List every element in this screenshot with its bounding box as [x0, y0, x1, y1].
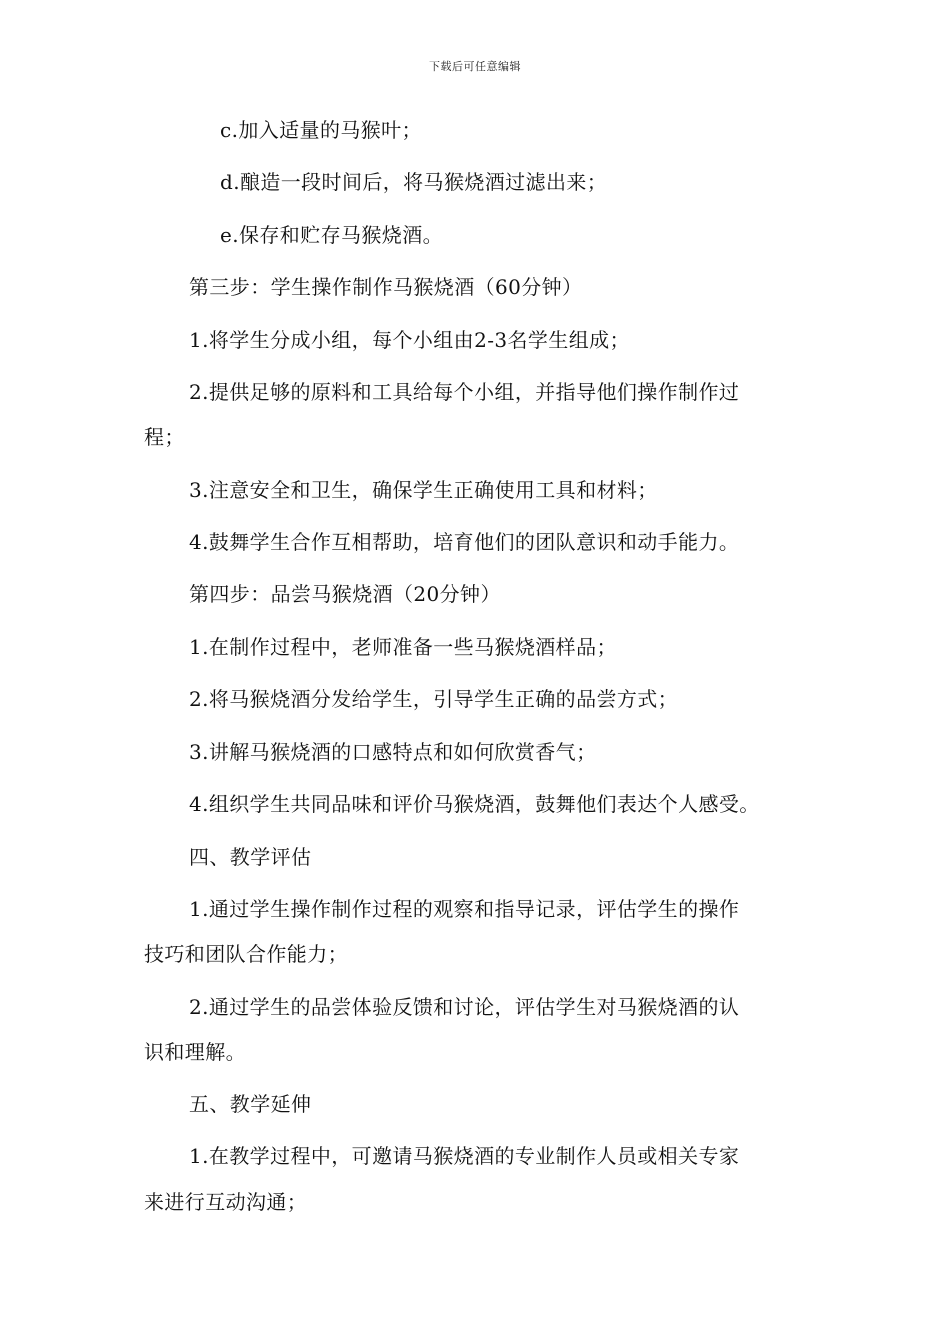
section-four-heading: 四、教学评估	[189, 845, 312, 869]
step-three-item-2-continued: 程；	[144, 425, 185, 449]
list-item-d: d.酿造一段时间后，将马猴烧酒过滤出来；	[220, 170, 608, 194]
section-five-heading: 五、教学延伸	[189, 1092, 312, 1116]
step-four-item-4: 4.组织学生共同品味和评价马猴烧酒，鼓舞他们表达个人感受。	[189, 792, 760, 816]
page-header: 下载后可任意编辑	[429, 60, 521, 73]
step-four-heading: 第四步：品尝马猴烧酒（20分钟）	[189, 582, 501, 606]
evaluation-item-2-continued: 识和理解。	[144, 1040, 246, 1064]
step-four-item-3: 3.讲解马猴烧酒的口感特点和如何欣赏香气；	[189, 740, 597, 764]
list-item-e: e.保存和贮存马猴烧酒。	[220, 223, 443, 247]
extension-item-1-continued: 来进行互动沟通；	[144, 1190, 308, 1214]
list-item-c: c.加入适量的马猴叶；	[220, 118, 422, 142]
evaluation-item-1-continued: 技巧和团队合作能力；	[144, 942, 348, 966]
step-four-item-1: 1.在制作过程中，老师准备一些马猴烧酒样品；	[189, 635, 617, 659]
extension-item-1: 1.在教学过程中，可邀请马猴烧酒的专业制作人员或相关专家	[189, 1144, 740, 1168]
step-four-item-2: 2.将马猴烧酒分发给学生，引导学生正确的品尝方式；	[189, 687, 679, 711]
evaluation-item-2: 2.通过学生的品尝体验反馈和讨论，评估学生对马猴烧酒的认	[189, 995, 740, 1019]
step-three-item-2: 2.提供足够的原料和工具给每个小组，并指导他们操作制作过	[189, 380, 740, 404]
step-three-heading: 第三步：学生操作制作马猴烧酒（60分钟）	[189, 275, 583, 299]
evaluation-item-1: 1.通过学生操作制作过程的观察和指导记录，评估学生的操作	[189, 897, 740, 921]
step-three-item-4: 4.鼓舞学生合作互相帮助，培育他们的团队意识和动手能力。	[189, 530, 740, 554]
step-three-item-3: 3.注意安全和卫生，确保学生正确使用工具和材料；	[189, 478, 658, 502]
step-three-item-1: 1.将学生分成小组，每个小组由2-3名学生组成；	[189, 328, 630, 352]
